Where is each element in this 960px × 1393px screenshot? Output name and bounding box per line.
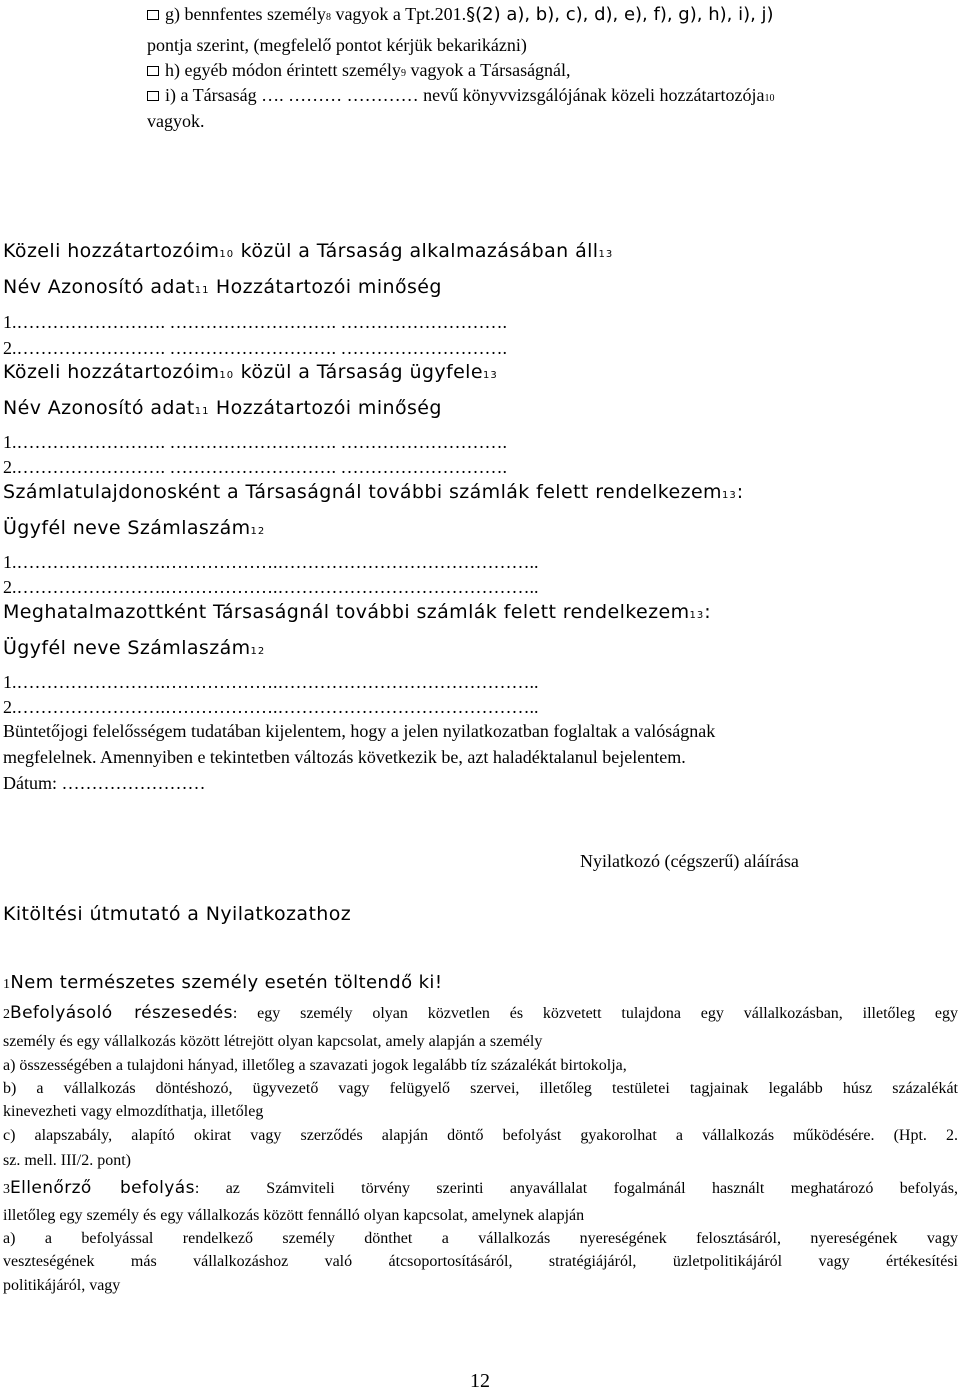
footnote-2-c-2: sz. mell. III/2. pont): [3, 1152, 131, 1169]
checkbox-h[interactable]: [147, 66, 159, 76]
footnote-3-a-3: politikájáról, vagy: [3, 1277, 121, 1294]
column-header-szamla: Ügyfél neve Számlaszám12: [3, 517, 266, 539]
section-title-szamla: Számlatulajdonosként a Társaságnál további számlák felett rendelkezem13:: [3, 481, 744, 503]
checkbox-i[interactable]: [147, 91, 159, 101]
fill-row-1[interactable]: 1.…………………….……………….……………………………………..: [3, 672, 539, 692]
footnote-2-b-1: b) a vállalkozás döntéshozó, ügyvezető vagy felügyelő szervei, illetőleg testületei tagjainak legalább húsz százalékát: [3, 1080, 958, 1097]
fill-row-2[interactable]: 2.……………………. ………………………. ……………………….: [3, 338, 507, 358]
footnote-2-line-2: személy és egy vállalkozás között létrejött olyan kapcsolat, amely alapján a személy: [3, 1033, 543, 1050]
column-header-ugyfele: Név Azonosító adat11 Hozzátartozói minőség: [3, 397, 442, 419]
declaration-line-2: megfelelnek. Amennyiben e tekintetben változás következik be, azt haladéktalanul bejelentem.: [3, 747, 686, 767]
declaration-line-1: Büntetőjogi felelősségem tudatában kijelentem, hogy a jelen nyilatkozatban foglaltak a valóságnak: [3, 721, 716, 741]
fill-row-2[interactable]: 2.……………………. ………………………. ……………………….: [3, 457, 507, 477]
footnote-1: 1Nem természetes személy esetén töltendő ki!: [3, 972, 443, 993]
section-title-meghatalmazott: Meghatalmazottként Társaságnál további számlák felett rendelkezem13:: [3, 601, 712, 623]
footnote-2-line-1: 2Befolyásoló részesedés: egy személy olyan közvetlen és közvetett tulajdona egy vállalkozásban, illetőleg egy: [3, 1003, 959, 1023]
option-i: i) a Társaság …. ……… ………… nevű könyvvizsgálójának közeli hozzátartozója10: [147, 85, 775, 106]
section-title-alkalmazas: Közeli hozzátartozóim10 közül a Társaság alkalmazásában áll13: [3, 240, 614, 262]
fill-row-1[interactable]: 1.……………………. ………………………. ……………………….: [3, 312, 507, 332]
fill-row-2[interactable]: 2.…………………….……………….……………………………………..: [3, 577, 539, 597]
fill-row-1[interactable]: 1.……………………. ………………………. ……………………….: [3, 432, 507, 452]
footnote-3-line-1: 3Ellenőrző befolyás: az Számviteli törvény szerinti anyavállalat fogalmánál használt meghatározó befolyás,: [3, 1178, 958, 1198]
pontja-line: pontja szerint, (megfelelő pontot kérjük bekarikázni): [147, 35, 527, 55]
fill-row-1[interactable]: 1.…………………….……………….……………………………………..: [3, 552, 539, 572]
page-number: 12: [470, 1370, 490, 1392]
column-header-meghatalmazott: Ügyfél neve Számlaszám12: [3, 637, 266, 659]
signature-label: Nyilatkozó (cégszerű) aláírása: [580, 851, 799, 871]
option-h: h) egyéb módon érintett személy9 vagyok a Társaságnál,: [147, 60, 571, 81]
column-header-alkalmazas: Név Azonosító adat11 Hozzátartozói minőség: [3, 276, 442, 298]
section-title-ugyfele: Közeli hozzátartozóim10 közül a Társaság ügyfele13: [3, 361, 498, 383]
vagyok-line: vagyok.: [147, 111, 205, 131]
footnote-3-a-2: veszteségének más vállalkozáshoz való átcsoportosításáról, stratégiájáról, üzletpolitikájáról vagy értékesítési: [3, 1253, 958, 1270]
footnote-2-c-1: c) alapszabály, alapító okirat vagy szerződés alapján döntő befolyást gyakorolhat a vállalkozás működésére. (Hpt. 2.: [3, 1127, 958, 1144]
footnote-3-line-2: illetőleg egy személy és egy vállalkozás között fennálló olyan kapcsolat, amelynek alapján: [3, 1207, 585, 1224]
footnote-2-a: a) összességében a tulajdoni hányad, illetőleg a szavazati jogok legalább tíz százalékát birtokolja,: [3, 1057, 627, 1074]
date-field[interactable]: Dátum: ……………………: [3, 773, 206, 793]
fill-row-2[interactable]: 2.…………………….……………….……………………………………..: [3, 697, 539, 717]
footnote-2-b-2: kinevezheti vagy elmozdíthatja, illetőleg: [3, 1103, 264, 1120]
footnote-3-a-1: a) a befolyással rendelkező személy dönthet a vállalkozás nyereségének felosztásáról, nyereségének vagy: [3, 1230, 958, 1247]
checkbox-g[interactable]: [147, 10, 159, 20]
guide-title: Kitöltési útmutató a Nyilatkozathoz: [3, 903, 352, 925]
option-g: g) bennfentes személy8 vagyok a Tpt.201.§(2) a), b), c), d), e), f), g), h), i), j): [147, 4, 774, 26]
